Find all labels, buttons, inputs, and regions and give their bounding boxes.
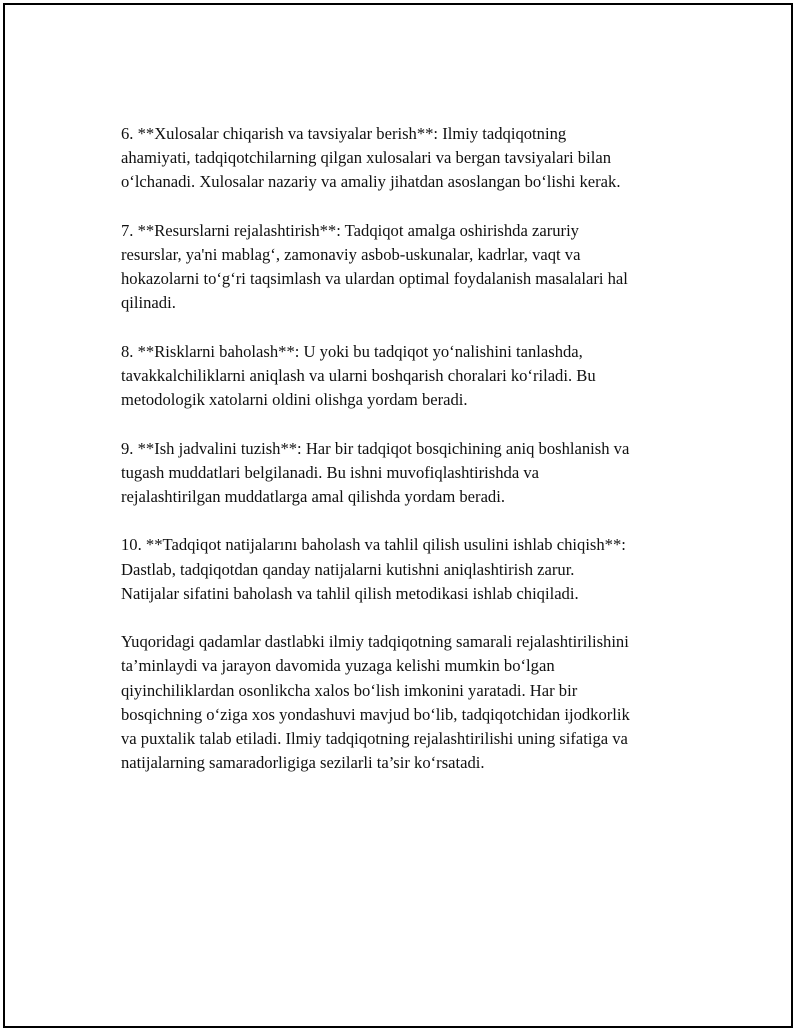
text-line: Natijalar sifatini baholash va tahlil qilish metodikasi ishlab chiqiladi.	[121, 583, 579, 603]
text-line: va puxtalik talab etiladi. Ilmiy tadqiqotning rejalashtirilishi uning sifatiga va	[121, 729, 628, 748]
paragraph-item-8-risks	[121, 340, 701, 413]
text-line: 8. **Risklarni baholash**: U yoki bu tadqiqot yo‘nalishini tanlashda,	[121, 341, 583, 361]
text-line: rejalashtirilgan muddatlarga amal qilishda yordam beradi.	[121, 487, 505, 506]
text-line: ta’minlaydi va jarayon davomida yuzaga kelishi mumkin bo‘lgan	[121, 656, 555, 676]
text-line: natijalarning samaradorligiga sezilarli ta’sir ko‘rsatadi.	[121, 753, 485, 773]
text-line: ahamiyati, tadqiqotchilarning qilgan xulosalari va bergan tavsiyalari bilan	[121, 148, 611, 168]
text-line: 10. **Tadqiqot natijalarını baholash va tahlil qilish usulini ishlab chiqish**:	[121, 535, 626, 555]
paragraph-item-7-resources	[121, 219, 701, 316]
text-line: resurslar, ya'ni mablag‘, zamonaviy asbob-uskunalar, kadrlar, vaqt va	[121, 245, 581, 264]
paragraph-item-10-evaluation	[121, 533, 701, 606]
text-line: o‘lchanadi. Xulosalar nazariy va amaliy jihatdan asoslangan bo‘lishi kerak.	[121, 172, 621, 192]
text-line: Yuqoridagi qadamlar dastlabki ilmiy tadqiqotning samarali rejalashtirilishini	[121, 632, 629, 652]
text-line: bosqichning o‘ziga xos yondashuvi mavjud bo‘lib, tadqiqotchidan ijodkorlik	[121, 704, 630, 724]
text-line: Dastlab, tadqiqotdan qanday natijalarni kutishni aniqlashtirish zarur.	[121, 559, 575, 579]
document-body	[121, 122, 701, 800]
text-line: 9. **Ish jadvalini tuzish**: Har bir tadqiqot bosqichining aniq boshlanish va	[121, 438, 630, 458]
paragraph-item-9-schedule	[121, 437, 701, 510]
text-line: qilinadi.	[121, 293, 176, 313]
text-line: 7. **Resurslarni rejalashtirish**: Tadqiqot amalga oshirishda zaruriy	[121, 220, 579, 240]
document-page	[3, 3, 793, 1028]
text-line: tugash muddatlari belgilanadi. Bu ishni muvofiqlashtirishda va	[121, 462, 540, 482]
paragraph-item-6-conclusions	[121, 122, 701, 195]
paragraph-summary	[121, 630, 701, 775]
text-line: tavakkalchiliklarni aniqlash va ularni boshqarish choralari ko‘riladi. Bu	[121, 366, 596, 385]
text-line: hokazolarni to‘g‘ri taqsimlash va ulardan optimal foydalanish masalalari hal	[121, 269, 628, 289]
text-line: qiyinchiliklardan osonlikcha xalos bo‘lish imkonini yaratadi. Har bir	[121, 680, 578, 700]
text-line: 6. **Xulosalar chiqarish va tavsiyalar berish**: Ilmiy tadqiqotning	[121, 124, 567, 143]
text-line: metodologik xatolarni oldini olishga yordam beradi.	[121, 390, 468, 410]
